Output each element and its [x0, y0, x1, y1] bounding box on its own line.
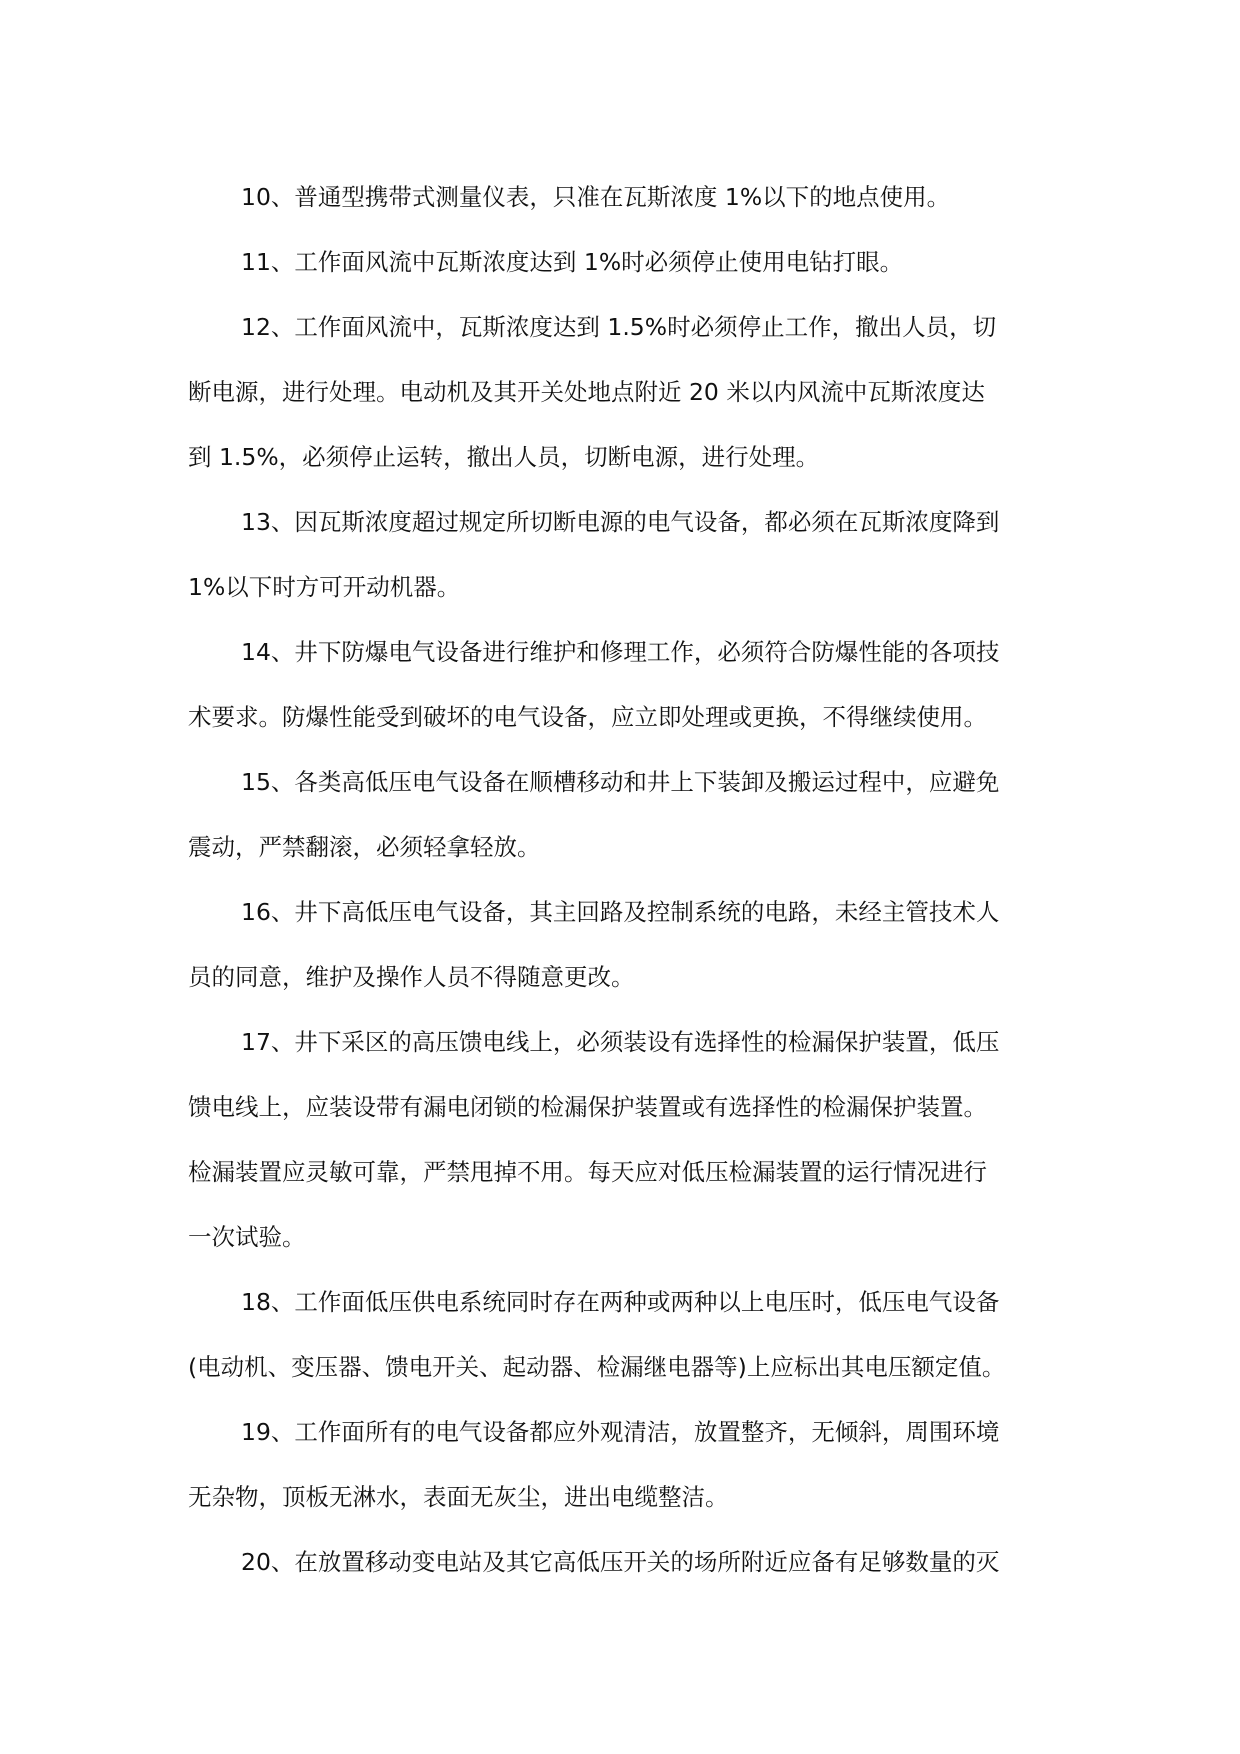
paragraph-16: 16、井下高低压电气设备，其主回路及控制系统的电路，未经主管技术人 员的同意，维护及操作人员不得随意更改。: [188, 898, 1000, 991]
paragraph-20: 20、在放置移动变电站及其它高低压开关的场所附近应备有足够数量的灭: [241, 1548, 1000, 1576]
paragraph-19: 19、工作面所有的电气设备都应外观清洁，放置整齐，无倾斜，周围环境 无杂物，顶板无淋水，表面无灰尘，进出电缆整洁。: [188, 1418, 1000, 1511]
document-page: [188, 165, 1052, 1595]
paragraph-12: 12、工作面风流中，瓦斯浓度达到 1.5%时必须停止工作，撤出人员，切 断电源，进行处理。电动机及其开关处地点附近 20 米以内风流中瓦斯浓度达 到 1.5%，必须停止运转，撤出人员，切断电源，进行处理。: [188, 313, 997, 471]
paragraph-11: 11、工作面风流中瓦斯浓度达到 1%时必须停止使用电钻打眼。: [241, 248, 904, 276]
paragraph-14: 14、井下防爆电气设备进行维护和修理工作，必须符合防爆性能的各项技 术要求。防爆性能受到破坏的电气设备，应立即处理或更换，不得继续使用。: [188, 638, 1000, 731]
paragraph-18: 18、工作面低压供电系统同时存在两种或两种以上电压时，低压电气设备 (电动机、变压器、馈电开关、起动器、检漏继电器等)上应标出其电压额定值。: [188, 1288, 1006, 1381]
paragraph-13: 13、因瓦斯浓度超过规定所切断电源的电气设备，都必须在瓦斯浓度降到 1%以下时方可开动机器。: [188, 508, 1000, 601]
paragraph-17: 17、井下采区的高压馈电线上，必须装设有选择性的检漏保护装置，低压 馈电线上，应装设带有漏电闭锁的检漏保护装置或有选择性的检漏保护装置。 检漏装置应灵敏可靠，严禁甩掉不用。每天应对低压检漏装置的运行情况进行 一次试验。: [188, 1028, 1000, 1251]
paragraph-10: 10、普通型携带式测量仪表，只准在瓦斯浓度 1%以下的地点使用。: [241, 183, 951, 211]
paragraph-15: 15、各类高低压电气设备在顺槽移动和井上下装卸及搬运过程中，应避免 震动，严禁翻滚，必须轻拿轻放。: [188, 768, 1000, 861]
